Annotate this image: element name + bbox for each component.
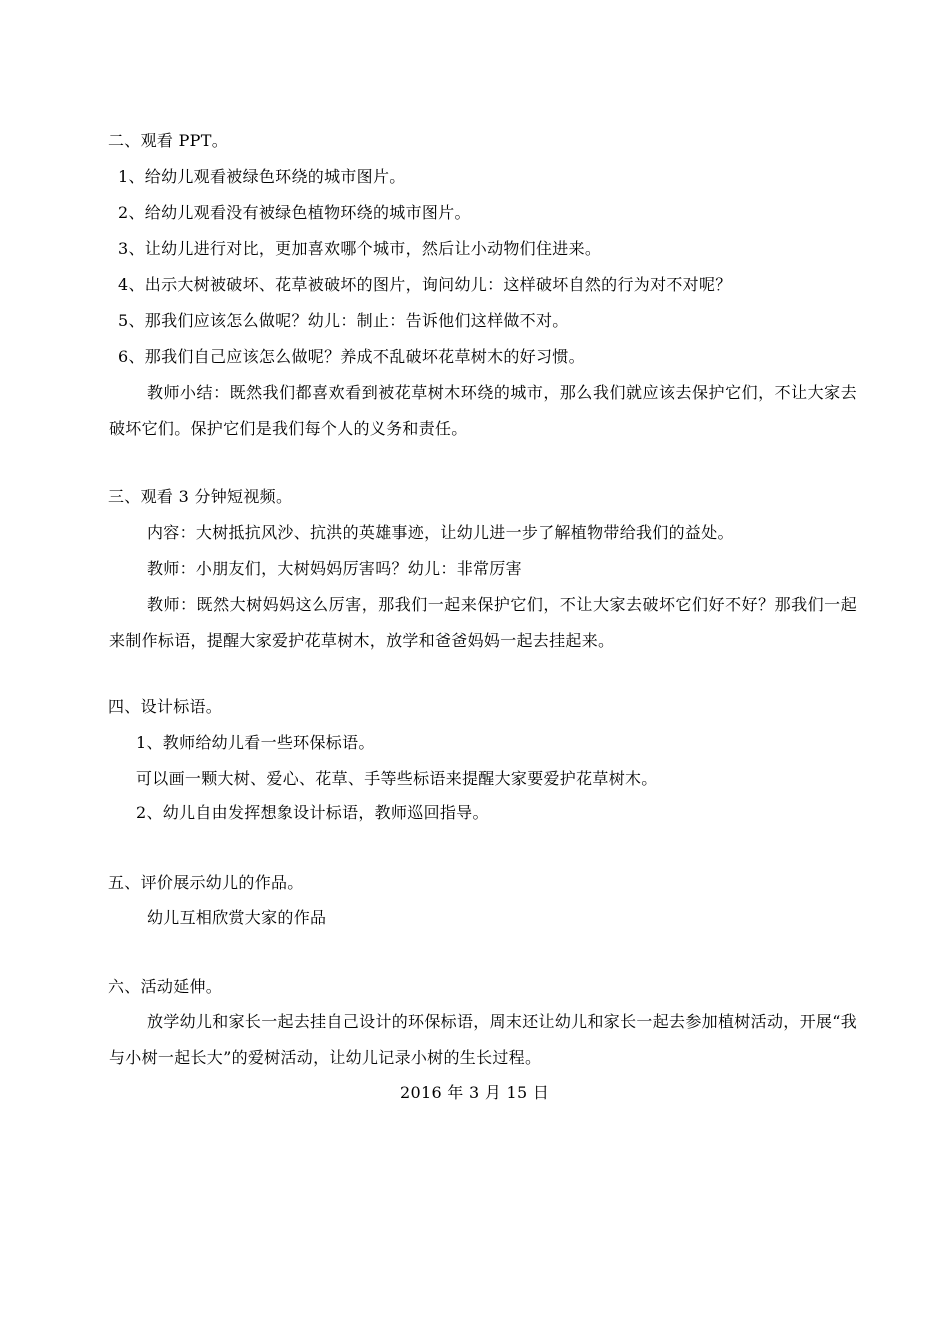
section4-item-2: 2、幼儿自由发挥想象设计标语，教师巡回指导。 — [136, 803, 489, 822]
section2-item-3: 3、让幼儿进行对比，更加喜欢哪个城市，然后让小动物们住进来。 — [118, 239, 602, 258]
document-date: 2016 年 3 月 15 日 — [400, 1083, 550, 1102]
section3-teacher: 教师：既然大树妈妈这么厉害，那我们一起来保护它们，不让大家去破坏它们好不好？那我们一起来制作标语，提醒大家爱护花草树木，放学和爸爸妈妈一起去挂起来。 — [109, 595, 857, 650]
section2-item-4: 4、出示大树被破坏、花草被破坏的图片，询问幼儿：这样破坏自然的行为对不对呢？ — [118, 275, 732, 294]
section5-heading: 五、评价展示幼儿的作品。 — [108, 873, 304, 892]
section2-heading: 二、观看 PPT。 — [108, 131, 228, 150]
section2-item-2: 2、给幼儿观看没有被绿色植物环绕的城市图片。 — [118, 203, 471, 222]
section6-heading: 六、活动延伸。 — [108, 977, 223, 996]
section3-heading: 三、观看 3 分钟短视频。 — [108, 487, 293, 506]
section2-item-1: 1、给幼儿观看被绿色环绕的城市图片。 — [118, 167, 406, 186]
section5-body: 幼儿互相欣赏大家的作品 — [147, 908, 327, 927]
section2-item-6: 6、那我们自己应该怎么做呢？养成不乱破坏花草树木的好习惯。 — [118, 347, 585, 366]
section6-body: 放学幼儿和家长一起去挂自己设计的环保标语，周末还让幼儿和家长一起去参加植树活动，开展“我与小树一起长大”的爱树活动，让幼儿记录小树的生长过程。 — [109, 1012, 857, 1067]
section4-note: 可以画一颗大树、爱心、花草、手等些标语来提醒大家要爱护花草树木。 — [136, 769, 658, 788]
section4-heading: 四、设计标语。 — [108, 697, 223, 716]
section3-content: 内容：大树抵抗风沙、抗洪的英雄事迹，让幼儿进一步了解植物带给我们的益处。 — [147, 523, 734, 542]
section2-summary: 教师小结：既然我们都喜欢看到被花草树木环绕的城市，那么我们就应该去保护它们，不让大家去破坏它们。保护它们是我们每个人的义务和责任。 — [109, 383, 857, 438]
section4-item-1: 1、教师给幼儿看一些环保标语。 — [136, 733, 375, 752]
section3-dialog: 教师：小朋友们，大树妈妈厉害吗？幼儿：非常厉害 — [147, 559, 522, 578]
section2-item-5: 5、那我们应该怎么做呢？幼儿：制止：告诉他们这样做不对。 — [118, 311, 569, 330]
